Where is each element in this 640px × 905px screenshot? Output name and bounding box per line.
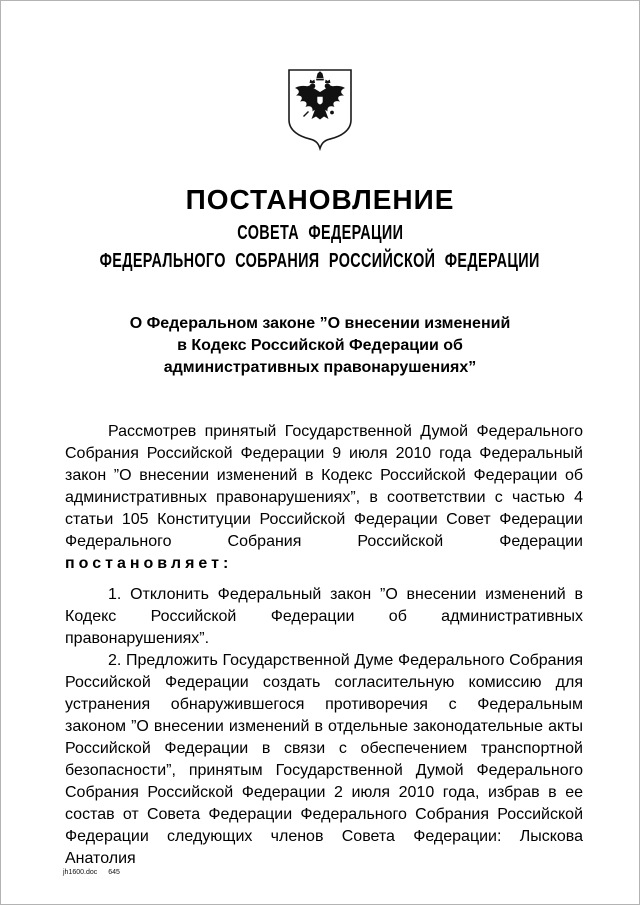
footer-marking [63,869,120,877]
paragraph-preamble [65,421,583,575]
footer-number: 645 [108,869,120,876]
document-subtitle-line1 [1,220,639,248]
subject-line-3: административных правонарушениях” [163,359,477,376]
subject-line-1: О Федеральном законе ”О внесении изменений [129,315,511,332]
resolve-word: постановляет: [65,555,233,572]
preamble-text: Рассмотрев принятый Государственной Думой Федерального Собрания Российской Федерации 9 июля 2010 года Федеральный закон ”О внесении изменений в Кодекс Российской Федерации об административных правонарушениях”, в соответствии с частью 4 статьи 105 Конституции Российской Федерации Совет Федерации Федерального Собрания Российской Федерации [65,423,583,550]
document-title: ПОСТАНОВЛЕНИЕ [185,184,455,215]
paragraph-item-1: 1. Отклонить Федеральный закон ”О внесении изменений в Кодекс Российской Федерации об административных правонарушениях”. [65,586,583,647]
footer-file-label: jh1600.doc [63,869,98,876]
subtitle-text-2: ФЕДЕРАЛЬНОГО СОБРАНИЯ РОССИЙСКОЙ ФЕДЕРАЦИИ [99,250,541,272]
document-subtitle-line2 [1,248,639,276]
subject-heading [1,313,639,379]
subtitle-text-1: СОВЕТА ФЕДЕРАЦИИ [236,222,404,244]
document-body [65,421,583,870]
coat-of-arms-icon [286,68,354,157]
subject-line-2: в Кодекс Российской Федерации об [177,337,463,354]
paragraph-item-2: 2. Предложить Государственной Думе Федерального Собрания Российской Федерации создать согласительную комиссию для устранения обнаружившегося противоречия с Федеральным законом ”О внесении изменений в отдельные законодательные акты Российской Федерации в связи с обеспечением транспортной безопасности”, принятым Государственной Думой Федерального Собрания Российской Федерации 2 июля 2010 года, избрав в ее состав от Совета Федерации Федерального Собрания Российской Федерации следующих членов Совета Федерации: Лыскова Анатолия [65,652,583,867]
